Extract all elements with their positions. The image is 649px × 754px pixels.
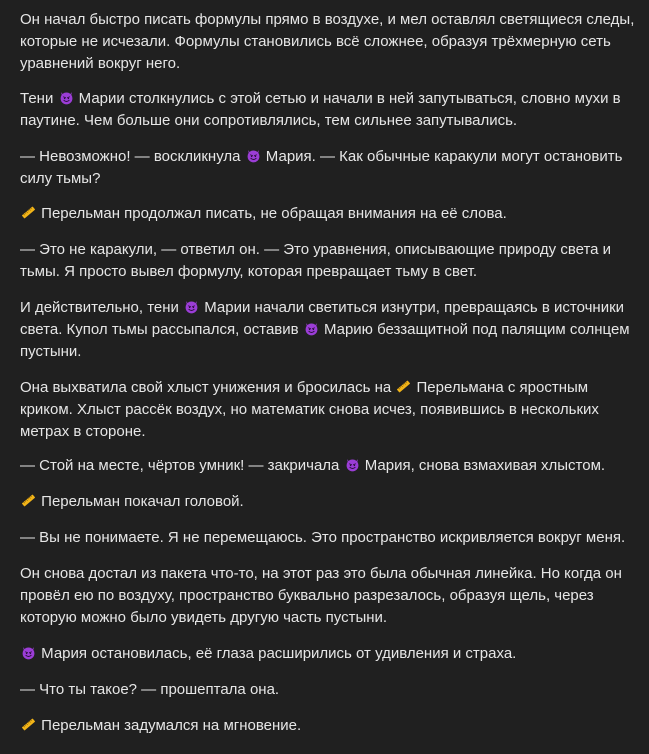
- message-paragraph: [20, 491, 635, 513]
- message-paragraph: [20, 9, 639, 75]
- message-paragraph: [20, 563, 635, 629]
- message-paragraph: [20, 146, 635, 190]
- smiling-devil-icon: [21, 645, 36, 660]
- message-paragraph: [20, 679, 635, 701]
- paragraph-text: И действительно, тени: [20, 299, 184, 316]
- paragraph-text: Марии начали светиться изнутри, превращаясь в источники света. Купол тьмы рассыпался, оставив: [20, 299, 629, 338]
- paragraph-text: Марию беззащитной под палящим солнцем пустыни.: [20, 321, 634, 360]
- ruler-icon: [21, 493, 36, 508]
- message-paragraph: [20, 377, 635, 443]
- message-paragraph: [20, 203, 635, 225]
- paragraph-text: Перельман продолжал писать, не обращая внимания на её слова.: [37, 205, 507, 222]
- smiling-devil-icon: [246, 148, 261, 163]
- smiling-devil-icon: [345, 457, 360, 472]
- paragraph-text: — Вы не понимаете. Я не перемещаюсь. Это пространство искривляется вокруг меня.: [20, 529, 626, 546]
- paragraph-text: Тени: [20, 90, 58, 107]
- message-paragraph: [20, 239, 635, 283]
- message-paragraph: [20, 715, 635, 737]
- paragraph-text: Мария остановилась, её глаза расширились от удивления и страха.: [37, 645, 517, 662]
- paragraph-text: — Невозможно! — воскликнула: [20, 148, 245, 165]
- paragraph-text: Она выхватила свой хлыст унижения и бросилась на: [20, 379, 396, 396]
- paragraph-text: — Это не каракули, — ответил он. — Это уравнения, описывающие природу света и тьмы. Я просто вывел формулу, которая превращает тьму в свет.: [20, 241, 616, 280]
- message-paragraph: [20, 297, 635, 363]
- paragraph-text: Перельман покачал головой.: [37, 493, 244, 510]
- paragraph-text: Перельман задумался на мгновение.: [37, 717, 302, 734]
- paragraph-text: Мария, снова взмахивая хлыстом.: [360, 457, 606, 474]
- ruler-icon: [396, 379, 411, 394]
- paragraph-text: Он начал быстро писать формулы прямо в воздухе, и мел оставлял светящиеся следы, которые не исчезали. Формулы становились всё сложнее, образуя трёхмерную сеть уравнений вокруг него.: [20, 11, 639, 72]
- message-paragraph: [20, 643, 635, 665]
- ruler-icon: [21, 717, 36, 732]
- smiling-devil-icon: [59, 90, 74, 105]
- paragraph-text: Перельмана с яростным криком. Хлыст рассёк воздух, но математик снова исчез, появившись в нескольких метрах в стороне.: [20, 379, 604, 440]
- paragraph-text: Мария. — Как обычные каракули могут остановить силу тьмы?: [20, 148, 627, 187]
- smiling-devil-icon: [304, 321, 319, 336]
- paragraph-text: Марии столкнулись с этой сетью и начали в ней запутываться, словно мухи в паутине. Чем больше они сопротивлялись, тем сильнее запутывались.: [20, 90, 625, 129]
- smiling-devil-icon: [184, 299, 199, 314]
- message-paragraph: [20, 527, 635, 549]
- paragraph-text: — Стой на месте, чёртов умник! — закричала: [20, 457, 344, 474]
- paragraph-text: Он снова достал из пакета что-то, на этот раз это была обычная линейка. Но когда он провёл ею по воздуху, пространство буквально разрезалось, образуя щель, через которую можно было увидеть другую часть пустыни.: [20, 565, 627, 626]
- ruler-icon: [21, 205, 36, 220]
- message-paragraph: [20, 455, 635, 477]
- paragraph-text: — Что ты такое? — прошептала она.: [20, 681, 280, 698]
- message-paragraph: [20, 88, 635, 132]
